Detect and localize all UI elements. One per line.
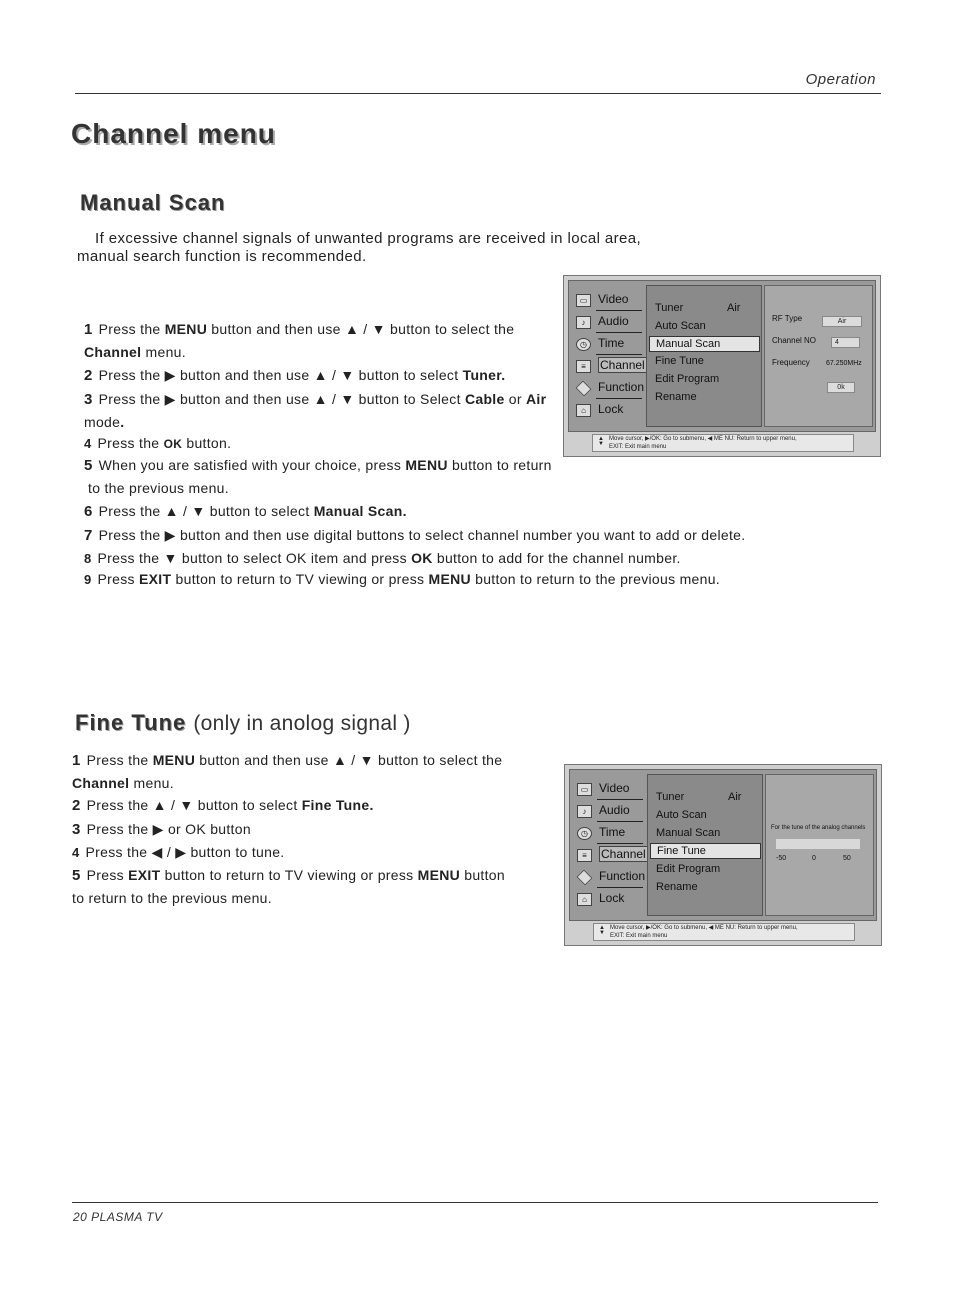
osd-help-line1: Move cursor, ▶/OK: Go to submenu, ◀ ME NU: Return to upper menu,	[610, 925, 798, 931]
key-menu: MENU	[405, 457, 448, 473]
fine-tune-osd	[564, 764, 882, 946]
manual-scan-heading: Manual Scan	[80, 190, 226, 215]
step-number: 4	[72, 845, 80, 860]
manual-step-5	[84, 457, 552, 474]
osd-help-line2: EXIT: Exit main menu	[609, 444, 667, 450]
manual-step-5-cont: to the previous menu.	[88, 480, 229, 496]
manual-step-6	[84, 503, 407, 520]
step-text: Press the	[98, 321, 165, 337]
osd-menu-edit-program[interactable]: Edit Program	[656, 863, 721, 875]
fine-tune-note: (only in anolog signal )	[193, 712, 411, 735]
osd-help-bar	[593, 923, 855, 941]
osd-side-label: Lock	[599, 891, 625, 905]
page-title: Channel menu	[71, 118, 276, 149]
channel-icon: ≡	[576, 360, 591, 373]
manual-step-9	[84, 571, 720, 587]
fine-step-3	[72, 821, 251, 838]
header-rule	[75, 93, 881, 94]
osd-frame	[569, 769, 877, 921]
osd-frame	[568, 280, 876, 432]
key-fine-tune: Fine Tune.	[301, 797, 374, 813]
manual-step-1	[84, 321, 514, 338]
key-ok: OK	[163, 437, 183, 451]
step-text: When you are satisfied with your choice, press	[98, 457, 406, 473]
step-text: button to add for the channel number.	[432, 550, 681, 566]
osd-menu-tuner[interactable]	[655, 302, 741, 314]
audio-icon: ♪	[576, 316, 591, 329]
up-down-arrow-icon: ▲ ▼	[599, 925, 605, 936]
key-cable: Cable	[464, 391, 505, 407]
step-text: Press the ▼ button to select OK item and press	[97, 550, 412, 566]
osd-side-label: Audio	[599, 803, 630, 817]
fine-step-4	[72, 844, 284, 861]
osd-side-lock[interactable]	[574, 399, 642, 421]
osd-menu-fine-tune[interactable]: Fine Tune	[650, 843, 761, 859]
clock-icon: ◷	[576, 338, 591, 351]
step-number: 9	[84, 572, 92, 587]
osd-side-label: Time	[598, 336, 625, 350]
osd-menu-rename[interactable]: Rename	[655, 391, 697, 403]
audio-icon: ♪	[577, 805, 592, 818]
step-number: 1	[72, 752, 81, 769]
key-tuner: Tuner.	[462, 367, 506, 383]
step-number: 5	[72, 867, 81, 884]
osd-side-label: Audio	[598, 314, 629, 328]
osd-menu-label: Tuner	[656, 791, 685, 803]
osd-help-line2: EXIT: Exit main menu	[610, 933, 668, 939]
manual-step-4	[84, 435, 231, 451]
step-number: 1	[84, 321, 93, 338]
osd-side-lock[interactable]	[575, 888, 643, 910]
key-exit: EXIT	[139, 571, 172, 587]
osd-side-function[interactable]	[575, 866, 646, 888]
osd-sidebar	[575, 778, 646, 910]
manual-step-3	[84, 391, 546, 408]
page-footer: 20 PLASMA TV	[73, 1210, 163, 1224]
step-text: Press	[97, 571, 140, 587]
step-text: or	[504, 391, 527, 407]
osd-side-label: Video	[598, 292, 629, 306]
osd-menu-tuner[interactable]	[656, 791, 742, 803]
osd-menu-auto-scan[interactable]: Auto Scan	[656, 809, 707, 821]
channel-no-label: Channel NO	[772, 336, 817, 345]
step-text: button to return to the previous menu.	[470, 571, 721, 587]
fine-step-5	[72, 867, 505, 884]
key-menu: MENU	[164, 321, 208, 337]
step-text: Press the ◀ / ▶ button to tune.	[85, 844, 285, 860]
manual-step-8	[84, 550, 681, 566]
manual-step-3-cont: mode.	[84, 414, 125, 430]
step-number: 3	[72, 821, 81, 838]
key-exit: EXIT	[128, 867, 161, 883]
step-text: button to return to TV viewing or press	[171, 571, 429, 587]
osd-menu-edit-program[interactable]: Edit Program	[655, 373, 720, 385]
step-number: 2	[72, 797, 81, 814]
key-channel: Channel	[72, 775, 130, 791]
step-text: Press	[86, 867, 129, 883]
step-number: 6	[84, 503, 93, 520]
osd-side-video[interactable]	[575, 778, 643, 800]
osd-tuner-value: Air	[728, 791, 742, 803]
step-text: mode	[84, 414, 121, 430]
manual-scan-intro-line1: If excessive channel signals of unwanted programs are received in local area,	[95, 230, 642, 247]
step-number: 5	[84, 457, 93, 474]
osd-menu-fine-tune[interactable]: Fine Tune	[655, 355, 704, 367]
step-text: menu.	[141, 344, 186, 360]
osd-side-label: Video	[599, 781, 630, 795]
osd-sidebar	[574, 289, 645, 421]
step-number: 2	[84, 367, 93, 384]
step-text: button and then use ▲ / ▼ button to select the	[207, 321, 515, 337]
channel-no-value[interactable]: 4	[831, 337, 860, 348]
ok-button[interactable]: 0k	[827, 382, 855, 393]
up-down-arrow-icon: ▲ ▼	[598, 436, 604, 447]
scale-max-label: 50	[843, 855, 851, 862]
step-text: Press the	[86, 752, 153, 768]
step-text: Press the ▲ / ▼ button to select	[86, 797, 302, 813]
function-icon	[577, 870, 593, 886]
key-menu: MENU	[417, 867, 461, 883]
key-manual-scan: Manual Scan.	[313, 503, 407, 519]
osd-side-audio[interactable]	[574, 311, 642, 333]
fine-step-1	[72, 752, 502, 769]
step-number: 3	[84, 391, 93, 408]
rf-type-label: RF Type	[772, 314, 803, 323]
fine-tune-caption: For the tune of the analog channels	[771, 825, 866, 831]
footer-rule	[72, 1202, 878, 1203]
video-icon: ▭	[576, 294, 591, 307]
step-number: 7	[84, 527, 93, 544]
osd-side-time[interactable]	[575, 822, 643, 844]
osd-side-function[interactable]	[574, 377, 645, 399]
step-number: 8	[84, 551, 92, 566]
step-text: button.	[182, 435, 232, 451]
channel-icon: ≡	[577, 849, 592, 862]
osd-menu-manual-scan[interactable]: Manual Scan	[656, 827, 721, 839]
step-text: menu.	[129, 775, 174, 791]
osd-menu-label: Tuner	[655, 302, 684, 314]
osd-channel-submenu	[646, 285, 762, 427]
osd-side-time[interactable]	[574, 333, 642, 355]
manual-step-2	[84, 367, 505, 384]
osd-side-channel[interactable]	[575, 844, 646, 866]
osd-menu-rename[interactable]: Rename	[656, 881, 698, 893]
clock-icon: ◷	[577, 827, 592, 840]
manual-step-1-cont	[84, 344, 186, 360]
step-text: button	[460, 867, 505, 883]
fine-step-1-cont	[72, 775, 174, 791]
osd-menu-manual-scan[interactable]: Manual Scan	[649, 336, 760, 352]
osd-help-bar	[592, 434, 854, 452]
osd-help-line1: Move cursor, ▶/OK: Go to submenu, ◀ ME NU: Return to upper menu,	[609, 436, 797, 442]
step-text: Press the ▶ or OK button	[86, 821, 251, 837]
key-menu: MENU	[152, 752, 196, 768]
fine-tune-heading	[75, 710, 411, 736]
step-text: button and then use ▲ / ▼ button to select the	[195, 752, 503, 768]
osd-side-channel[interactable]	[574, 355, 645, 377]
key-air: Air	[526, 391, 547, 407]
step-text: Press the ▲ / ▼ button to select	[98, 503, 314, 519]
osd-tuner-value: Air	[727, 302, 741, 314]
step-number: 4	[84, 436, 92, 451]
osd-side-label: Channel	[601, 847, 646, 861]
key-channel: Channel	[84, 344, 142, 360]
scale-min-label: -50	[776, 855, 787, 862]
fine-tune-title: Fine Tune	[75, 710, 187, 735]
osd-side-label: Function	[599, 869, 646, 883]
key-ok: OK	[411, 550, 433, 566]
frequency-label: Frequency	[772, 358, 810, 367]
osd-side-label: Function	[598, 380, 645, 394]
osd-side-audio[interactable]	[575, 800, 643, 822]
osd-fine-tune-panel	[765, 774, 874, 916]
video-icon: ▭	[577, 783, 592, 796]
fine-step-5-cont: to return to the previous menu.	[72, 890, 272, 906]
step-text: button to return to TV viewing or press	[160, 867, 418, 883]
osd-channel-submenu	[647, 774, 763, 916]
lock-icon: ⌂	[576, 404, 591, 417]
osd-side-label: Channel	[600, 358, 645, 372]
step-text: Press the ▶ button and then use ▲ / ▼ button to select	[98, 367, 463, 383]
fine-tune-slider[interactable]	[776, 839, 860, 849]
osd-menu-auto-scan[interactable]: Auto Scan	[655, 320, 706, 332]
manual-scan-osd	[563, 275, 881, 457]
step-text: Press the	[97, 435, 164, 451]
fine-step-2	[72, 797, 374, 814]
manual-step-7	[84, 527, 745, 544]
step-text: Press the ▶ button and then use digital buttons to select channel number you want to add or delete.	[98, 527, 746, 543]
osd-side-label: Lock	[598, 402, 624, 416]
section-label: Operation	[805, 71, 876, 88]
osd-manual-scan-panel	[764, 285, 873, 427]
key-menu: MENU	[428, 571, 471, 587]
osd-side-label: Time	[599, 825, 626, 839]
scale-mid-label: 0	[812, 855, 816, 862]
frequency-value: 67.250MHz	[826, 360, 862, 367]
osd-side-video[interactable]	[574, 289, 642, 311]
step-text: Press the ▶ button and then use ▲ / ▼ button to Select	[98, 391, 465, 407]
rf-type-value[interactable]: Air	[822, 316, 862, 327]
manual-scan-intro-line2: manual search function is recommended.	[77, 248, 367, 265]
step-text: button to return	[447, 457, 552, 473]
function-icon	[576, 381, 592, 397]
lock-icon: ⌂	[577, 893, 592, 906]
